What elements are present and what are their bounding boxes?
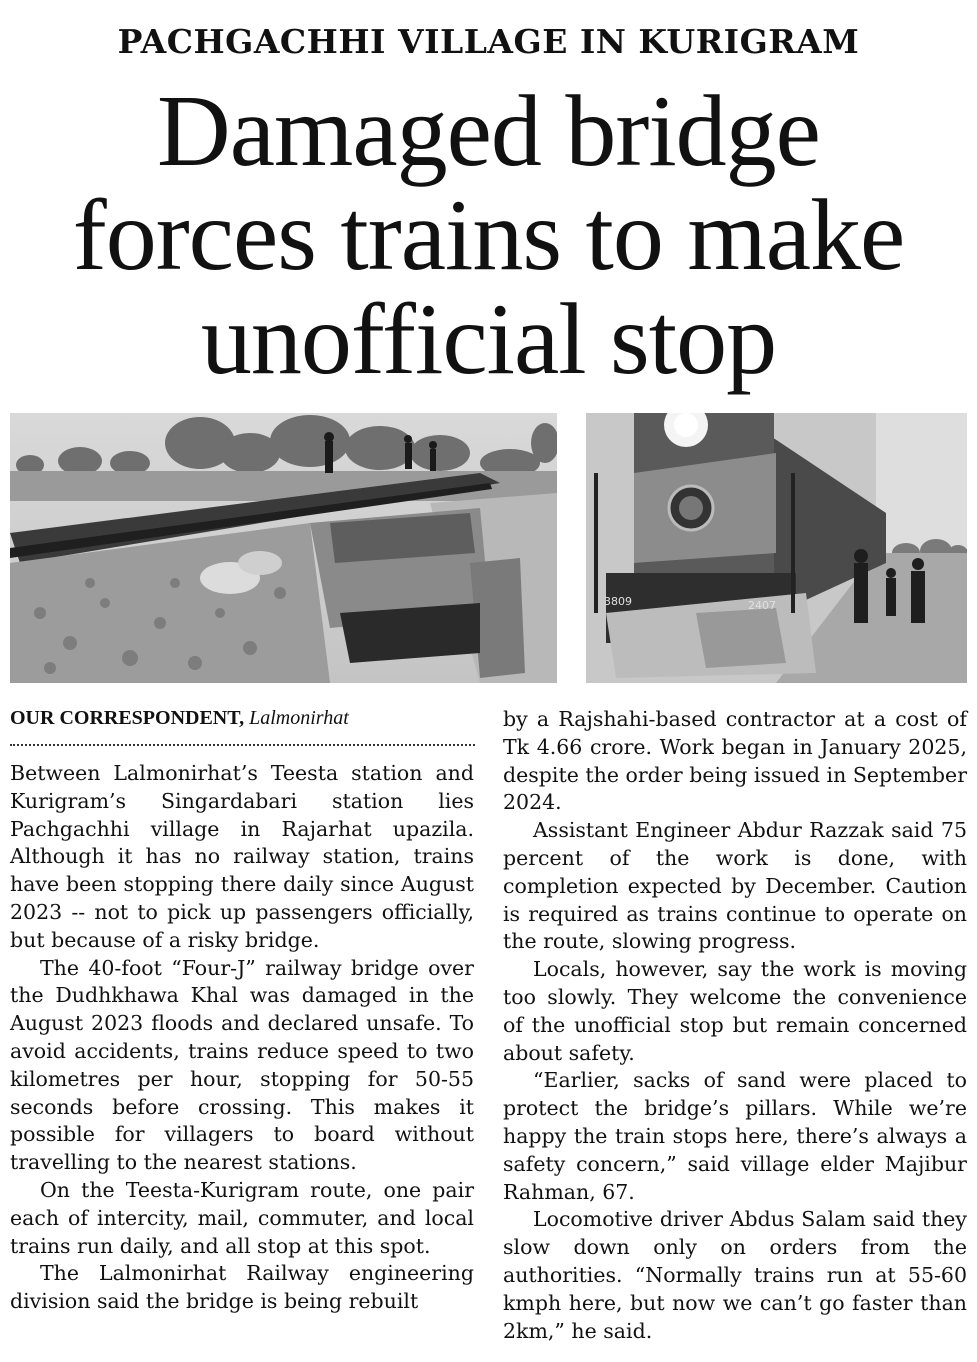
paragraph: “Earlier, sacks of sand were placed to protect the bridge’s pillars. While we’re happy the train stops here, there’s always a safety concern,” said village elder Majibur Rahman, 67. <box>503 1068 967 1204</box>
loco-number-right: 2407 <box>748 599 776 612</box>
paragraph: by a Rajshahi-based contractor at a cost of Tk 4.66 crore. Work began in January 2025, despite the order being issued in September 2024. <box>503 707 967 815</box>
byline-author: OUR CORRESPONDENT, <box>10 707 245 729</box>
paragraph: Locomotive driver Abdus Salam said they slow down only on orders from the authorities. “Normally trains run at 55-60 kmph here, but now we can’t go faster than 2km,” he said. <box>503 1207 967 1343</box>
kicker: PACHGACHHI VILLAGE IN KURIGRAM <box>117 22 860 61</box>
article-column-2 <box>503 706 967 1345</box>
byline-divider <box>10 744 475 746</box>
locomotive-photo <box>586 413 967 683</box>
headline-line-1: Damaged bridge <box>157 75 820 188</box>
paragraph: The Lalmonirhat Railway engineering division said the bridge is being rebuilt <box>10 1261 474 1314</box>
headline-line-2: forces trains to make <box>72 179 905 292</box>
article-column-1 <box>10 760 474 1316</box>
byline <box>10 707 349 730</box>
paragraph: On the Teesta-Kurigram route, one pair each of intercity, mail, commuter, and local trains run daily, and all stop at this spot. <box>10 1177 474 1258</box>
paragraph: Between Lalmonirhat’s Teesta station and Kurigram’s Singardabari station lies Pachgachhi village in Rajarhat upazila. Although it has no railway station, trains have been stopping there daily since August 2023 -- not to pick up passengers officially, but because of a risky bridge. <box>10 761 474 952</box>
paragraph: Locals, however, say the work is moving too slowly. They welcome the convenience of the unofficial stop but remain concerned about safety. <box>503 957 967 1065</box>
paragraph: Assistant Engineer Abdur Razzak said 75 percent of the work is done, with completion expected by December. Caution is required as trains continue to operate on the route, slowing progress. <box>503 818 967 954</box>
loco-number-left: 3809 <box>604 595 632 608</box>
railway-bridge-photo <box>10 413 557 683</box>
byline-location: Lalmonirhat <box>249 707 349 729</box>
paragraph: The 40-foot “Four-J” railway bridge over the Dudhkhawa Khal was damaged in the August 2023 floods and declared unsafe. To avoid accidents, trains reduce speed to two kilometres per hour, stopping for 50-55 seconds before crossing. This makes it possible for villagers to board without travelling to the nearest stations. <box>10 955 474 1175</box>
headline-line-3: unofficial stop <box>200 283 777 396</box>
headline <box>0 75 977 396</box>
